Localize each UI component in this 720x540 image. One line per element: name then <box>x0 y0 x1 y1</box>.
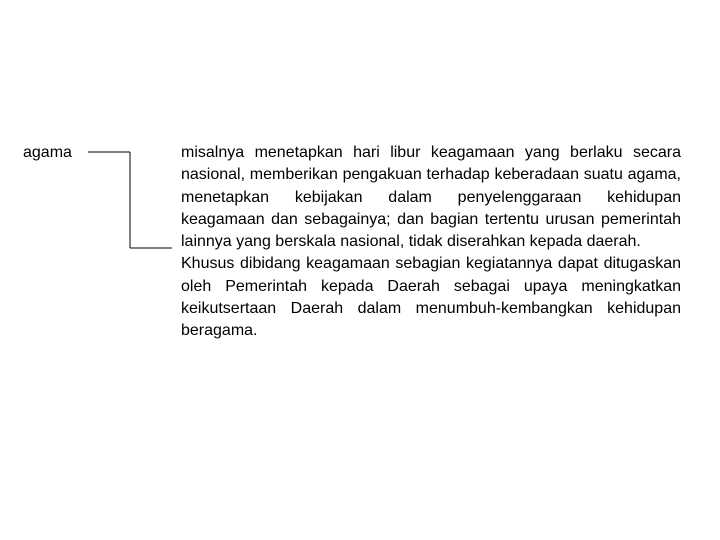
paragraph-2: Khusus dibidang keagamaan sebagian kegiatannya dapat ditugaskan oleh Pemerintah kepada Daerah sebagai upaya meningkatkan keikutsertaan Daerah dalam menumbuh-kembangkan kehidupan beragama. <box>181 255 681 340</box>
paragraph-1: misalnya menetapkan hari libur keagamaan yang berlaku secara nasional, memberikan pengakuan terhadap keberadaan suatu agama, menetapkan kebijakan dalam penyelenggaraan kehidupan keagamaan dan sebagainya; dan bagian tertentu urusan pemerintah lainnya yang berskala nasional, tidak diserahkan kepada daerah. <box>181 144 681 251</box>
description-block <box>181 142 681 343</box>
term-label: agama <box>23 144 72 161</box>
